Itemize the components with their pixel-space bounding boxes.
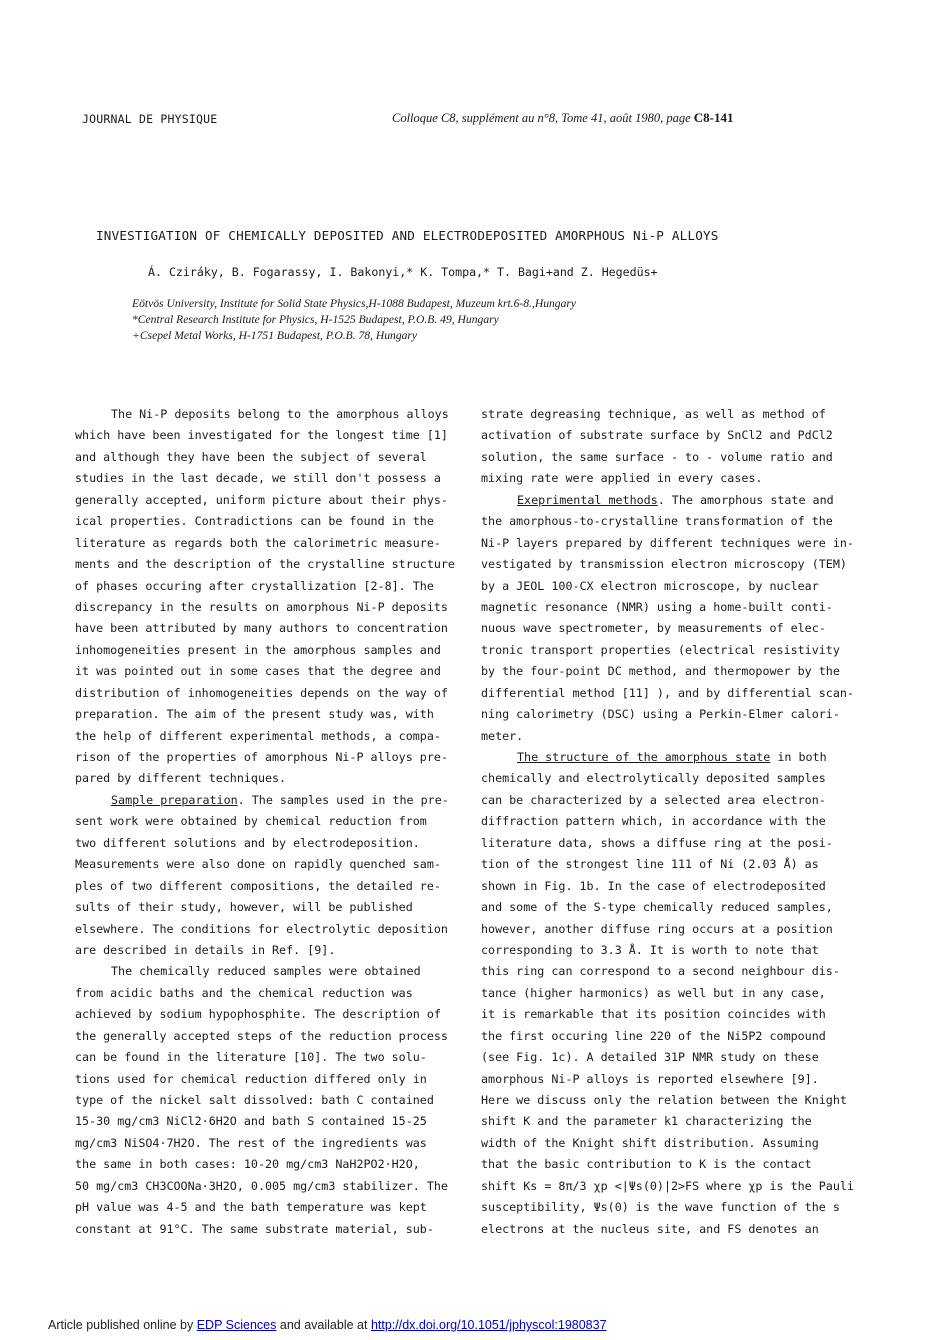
text-line: corresponding to 3.3 Å. It is worth to note that bbox=[481, 942, 819, 957]
text-line: electrons at the nucleus site, and FS denotes an bbox=[481, 1221, 819, 1236]
footer bbox=[48, 1318, 607, 1332]
text-line: the same in both cases: 10-20 mg/cm3 NaH2PO2·H2O, bbox=[75, 1157, 420, 1172]
doi-link[interactable]: http://dx.doi.org/10.1051/jphyscol:1980837 bbox=[370, 1318, 607, 1332]
text-line: The Ni-P deposits belong to the amorphous alloys bbox=[111, 407, 449, 421]
text-line: achieved by sodium hypophosphite. The description of bbox=[75, 1007, 441, 1022]
text-line: the amorphous-to-crystalline transformation of the bbox=[481, 514, 833, 529]
text-line: the first occuring line 220 of the Ni5P2 compound bbox=[481, 1028, 826, 1043]
text-line: diffraction pattern which, in accordance with the bbox=[481, 814, 826, 829]
footer-prefix: Article published online by bbox=[48, 1318, 194, 1332]
publisher-link[interactable]: EDP Sciences bbox=[196, 1318, 277, 1332]
text-line: however, another diffuse ring occurs at a position bbox=[481, 921, 833, 936]
paper-title: INVESTIGATION OF CHEMICALLY DEPOSITED AND ELECTRODEPOSITED AMORPHOUS Ni-P ALLOYS bbox=[96, 228, 719, 243]
text-line: ical properties. Contradictions can be found in the bbox=[75, 514, 434, 529]
text-line: can be characterized by a selected area electron- bbox=[481, 792, 826, 807]
text-line: generally accepted, uniform picture about their phys- bbox=[75, 492, 448, 507]
text-line: tronic transport properties (electrical resistivity bbox=[481, 642, 840, 657]
text-line: width of the Knight shift distribution. Assuming bbox=[481, 1135, 819, 1150]
text-line: by a JEOL 100-CX electron microscope, by nuclear bbox=[481, 578, 819, 593]
text-line: which have been investigated for the longest time [1] bbox=[75, 428, 448, 443]
text-line: distribution of inhomogeneities depends on the way of bbox=[75, 685, 448, 700]
text-line: meter. bbox=[481, 728, 524, 743]
text-line: tions used for chemical reduction differed only in bbox=[75, 1071, 427, 1086]
text-line: vestigated by transmission electron microscopy (TEM) bbox=[481, 557, 847, 572]
text-line: ning calorimetry (DSC) using a Perkin-Elmer calori- bbox=[481, 707, 840, 722]
colloque-reference bbox=[392, 110, 733, 126]
text-line: literature as regards both the calorimetric measure- bbox=[75, 535, 441, 550]
text-line: tion of the strongest line 111 of Ni (2.03 Å) as bbox=[481, 857, 819, 872]
text-line: can be found in the literature [10]. The two solu- bbox=[75, 1050, 427, 1065]
text-line: shift Ks = 8π/3 χp <|Ψs(0)|2>FS where χp is the Pauli bbox=[481, 1178, 854, 1193]
text-line: it was pointed out in some cases that the degree and bbox=[75, 664, 441, 679]
text-line: activation of substrate surface by SnCl2 and PdCl2 bbox=[481, 428, 833, 443]
journal-name: JOURNAL DE PHYSIQUE bbox=[82, 112, 218, 126]
section-heading: Sample preparation bbox=[111, 792, 238, 807]
text-line: elsewhere. The conditions for electrolytic deposition bbox=[75, 921, 448, 936]
text-line: the generally accepted steps of the reduction process bbox=[75, 1028, 448, 1043]
text-line: solution, the same surface - to - volume ratio and bbox=[481, 449, 833, 464]
right-column bbox=[481, 404, 876, 1240]
text-line: that the basic contribution to K is the contact bbox=[481, 1157, 812, 1172]
affiliation-2: *Central Research Institute for Physics, H-1525 Budapest, P.O.B. 49, Hungary bbox=[132, 313, 499, 326]
text-line: The structure of the amorphous state in both bbox=[517, 750, 827, 764]
text-line: and some of the S-type chemically reduced samples, bbox=[481, 900, 833, 915]
text-line: pared by different techniques. bbox=[75, 771, 287, 786]
text-line: shown in Fig. 1b. In the case of electrodeposited bbox=[481, 878, 826, 893]
text-line: magnetic resonance (NMR) using a home-built conti- bbox=[481, 599, 833, 614]
text-line: preparation. The aim of the present study was, with bbox=[75, 707, 434, 722]
text-line: Here we discuss only the relation between the Knight bbox=[481, 1093, 847, 1107]
text-line: Ni-P layers prepared by different techniques were in- bbox=[481, 535, 854, 550]
text-line: pH value was 4-5 and the bath temperature was kept bbox=[75, 1200, 427, 1215]
text-line: ples of two different compositions, the detailed re- bbox=[75, 878, 441, 893]
text-line: (see Fig. 1c). A detailed 31P NMR study on these bbox=[481, 1050, 819, 1065]
text-line: sent work were obtained by chemical reduction from bbox=[75, 814, 427, 829]
text-line: of phases occuring after crystallization [2-8]. The bbox=[75, 578, 434, 593]
text-line: differential method [11] ), and by differential scan- bbox=[481, 685, 854, 700]
text-line: 50 mg/cm3 CH3COONa·3H2O, 0.005 mg/cm3 stabilizer. The bbox=[75, 1178, 448, 1193]
text-line: have been attributed by many authors to concentration bbox=[75, 621, 448, 636]
text-line: studies in the last decade, we still don't possess a bbox=[75, 471, 441, 486]
text-line: Exeprimental methods. The amorphous state and bbox=[517, 492, 834, 507]
text-line: mixing rate were applied in every cases. bbox=[481, 471, 763, 486]
footer-middle: and available at bbox=[279, 1318, 368, 1332]
text-line: Sample preparation. The samples used in the pre- bbox=[111, 792, 449, 807]
text-line: this ring can correspond to a second neighbour dis- bbox=[481, 964, 840, 979]
text-line: type of the nickel salt dissolved: bath C contained bbox=[75, 1093, 434, 1107]
text-line: by the four-point DC method, and thermopower by the bbox=[481, 664, 840, 679]
text-line: tance (higher harmonics) as well but in any case, bbox=[481, 985, 826, 1000]
text-line: and although they have been the subject of several bbox=[75, 449, 427, 464]
text-line: strate degreasing technique, as well as method of bbox=[481, 407, 826, 421]
author-list: Á. Cziráky, B. Fogarassy, I. Bakonyi,* K. Tompa,* T. Bagi+and Z. Hegedüs+ bbox=[148, 265, 658, 279]
text-line: two different solutions and by electrodeposition. bbox=[75, 835, 420, 850]
text-line: chemically and electrolytically deposited samples bbox=[481, 771, 826, 786]
text-line: literature data, shows a diffuse ring at the posi- bbox=[481, 835, 833, 850]
text-line: rison of the properties of amorphous Ni-P alloys pre- bbox=[75, 750, 448, 764]
text-line: ments and the description of the crystalline structure bbox=[75, 557, 455, 572]
text-line: Measurements were also done on rapidly quenched sam- bbox=[75, 857, 441, 872]
text-line: 15-30 mg/cm3 NiCl2·6H2O and bath S contained 15-25 bbox=[75, 1114, 427, 1129]
text-line: inhomogeneities present in the amorphous samples and bbox=[75, 642, 441, 657]
text-line: the help of different experimental methods, a compa- bbox=[75, 728, 441, 743]
text-line: shift K and the parameter k1 characterizing the bbox=[481, 1114, 812, 1129]
text-line: from acidic baths and the chemical reduction was bbox=[75, 985, 413, 1000]
affiliation-3: +Csepel Metal Works, H-1751 Budapest, P.O.B. 78, Hungary bbox=[132, 329, 418, 342]
text-line: amorphous Ni-P alloys is reported elsewhere [9]. bbox=[481, 1071, 819, 1086]
text-line: it is remarkable that its position coincides with bbox=[481, 1007, 826, 1022]
text-line: are described in details in Ref. [9]. bbox=[75, 942, 336, 957]
text-line: nuous wave spectrometer, by measurements of elec- bbox=[481, 621, 826, 636]
text-line: susceptibility, Ψs(0) is the wave function of the s bbox=[481, 1200, 840, 1215]
page-number: C8-141 bbox=[693, 110, 734, 125]
text-line: discrepancy in the results on amorphous Ni-P deposits bbox=[75, 599, 448, 614]
left-column bbox=[75, 404, 470, 1240]
affiliation-1: Eötvös University, Institute for Solid State Physics,H-1088 Budapest, Muzeum krt.6-8.,Hungary bbox=[132, 297, 577, 310]
text-line: The chemically reduced samples were obtained bbox=[111, 964, 421, 979]
text-line: constant at 91°C. The same substrate material, sub- bbox=[75, 1221, 434, 1236]
section-heading: The structure of the amorphous state bbox=[517, 750, 771, 764]
section-heading: Exeprimental methods bbox=[517, 492, 658, 507]
text-line: sults of their study, however, will be published bbox=[75, 900, 413, 915]
colloque-text: Colloque C8, supplément au n°8, Tome 41, août 1980, page bbox=[392, 111, 691, 125]
text-line: mg/cm3 NiSO4·7H2O. The rest of the ingredients was bbox=[75, 1135, 427, 1150]
